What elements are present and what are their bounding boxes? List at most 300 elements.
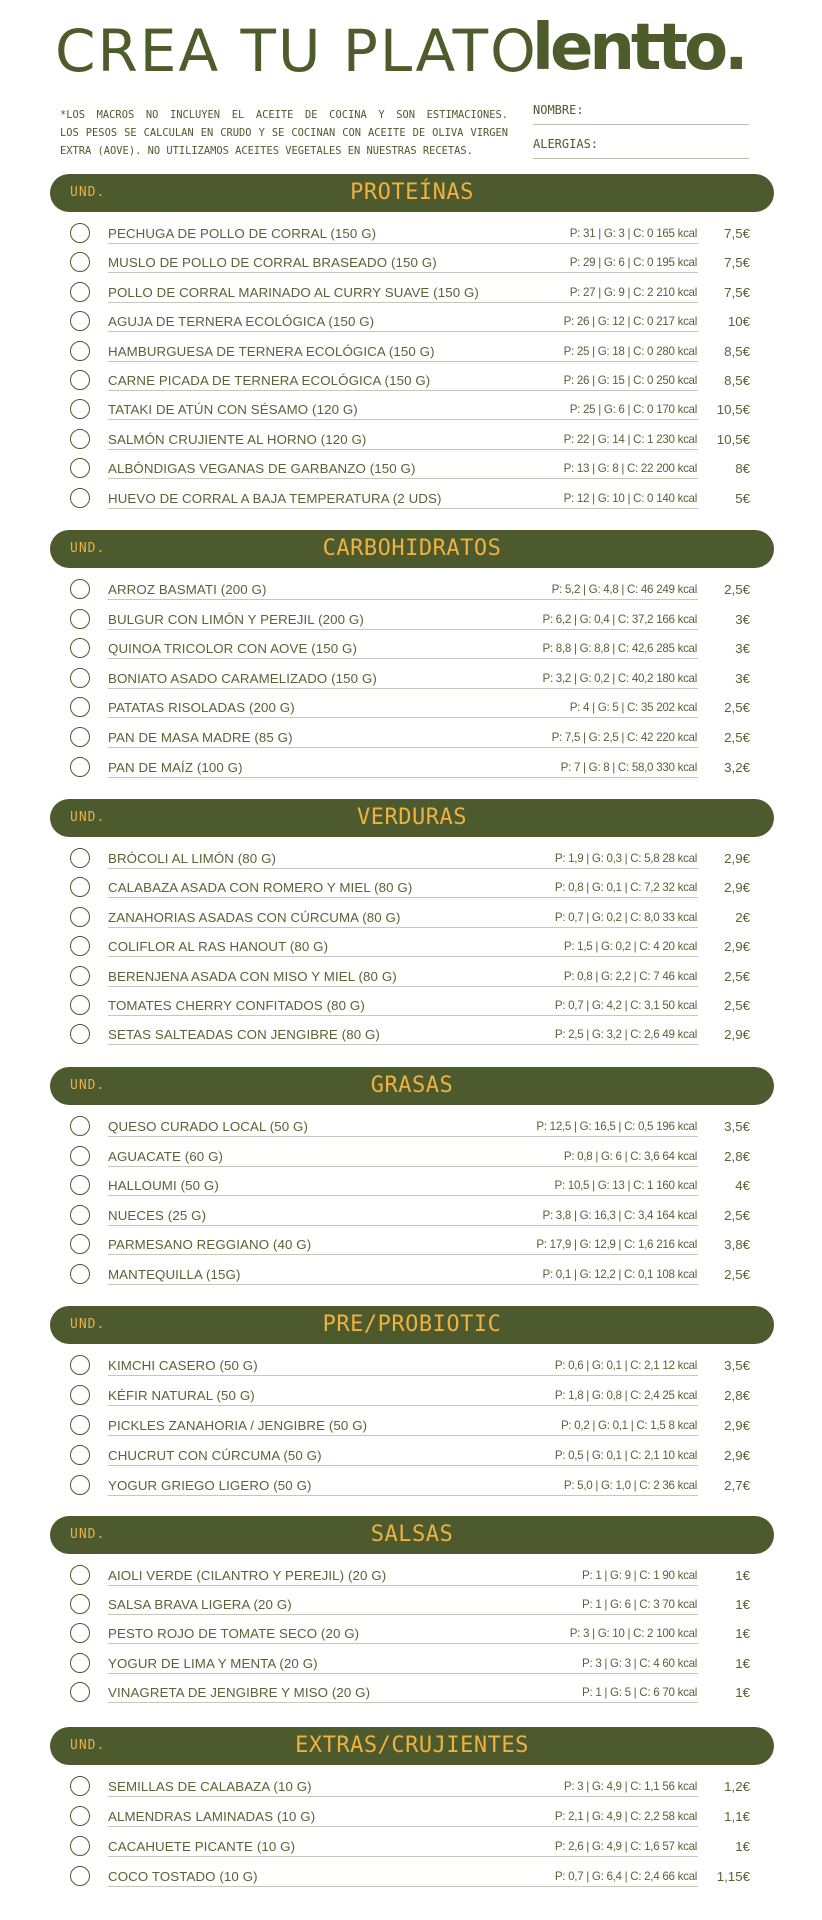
kcal-value: 330 kcal <box>656 760 697 774</box>
item-macros <box>564 970 697 983</box>
select-checkbox[interactable] <box>70 488 90 508</box>
menu-item <box>0 1444 822 1472</box>
item-macros <box>555 1179 697 1192</box>
row-divider <box>108 1405 698 1406</box>
macro-values: P: 10,5 | G: 13 | C: 1 <box>554 1179 654 1193</box>
item-macros <box>555 1810 697 1823</box>
item-macros <box>543 642 697 655</box>
macro-values: P: 29 | G: 6 | C: 0 <box>569 256 654 270</box>
menu-item <box>0 369 822 397</box>
row-divider <box>108 777 698 778</box>
macro-values: P: 1,5 | G: 0,2 | C: 4 <box>563 940 660 954</box>
item-price: 3,2€ <box>724 759 750 775</box>
menu-item <box>0 398 822 426</box>
macro-values: P: 3,8 | G: 16,3 | C: 3,4 <box>542 1208 654 1222</box>
row-divider <box>108 1044 698 1045</box>
macro-values: P: 0,7 | G: 0,2 | C: 8,0 <box>554 910 660 924</box>
row-divider <box>108 1886 698 1887</box>
section-title: VERDURAS <box>357 805 467 830</box>
menu-item <box>0 1474 822 1502</box>
select-checkbox[interactable] <box>70 1806 90 1826</box>
menu-item <box>0 1805 822 1833</box>
menu-item <box>0 847 822 875</box>
item-price: 7,5€ <box>724 226 750 241</box>
row-divider <box>108 478 698 479</box>
menu-item <box>0 1174 822 1202</box>
item-macros <box>555 1389 697 1402</box>
item-price: 2,8€ <box>724 1388 750 1403</box>
menu-item <box>0 696 822 724</box>
menu-item <box>0 876 822 904</box>
select-checkbox[interactable] <box>70 1475 90 1495</box>
select-checkbox[interactable] <box>70 638 90 658</box>
item-name: PATATAS RISOLADAS (200 G) <box>108 700 295 716</box>
select-checkbox[interactable] <box>70 311 90 331</box>
section-title: PRE/PROBIOTIC <box>322 1312 502 1337</box>
select-checkbox[interactable] <box>70 1776 90 1796</box>
item-name: HUEVO DE CORRAL A BAJA TEMPERATURA (2 UDS) <box>108 490 442 506</box>
kcal-value: 280 kcal <box>656 344 697 358</box>
macro-values: P: 2,6 | G: 4,9 | C: 1,6 <box>554 1840 660 1853</box>
kcal-value: 33 kcal <box>662 910 697 924</box>
item-price: 3,8€ <box>724 1237 750 1253</box>
menu-item <box>0 1023 822 1051</box>
menu-item <box>0 578 822 606</box>
row-divider <box>108 1254 698 1255</box>
row-divider <box>108 1225 698 1226</box>
kcal-value: 100 kcal <box>656 1627 697 1641</box>
macro-values: P: 0,1 | G: 12,2 | C: 0,1 <box>542 1268 654 1281</box>
kcal-value: 180 kcal <box>656 671 697 685</box>
kcal-value: 165 kcal <box>656 227 697 240</box>
select-checkbox[interactable] <box>70 1146 90 1166</box>
select-checkbox[interactable] <box>70 1565 90 1585</box>
item-price: 3€ <box>735 641 750 657</box>
select-checkbox[interactable] <box>70 579 90 599</box>
select-checkbox[interactable] <box>70 697 90 717</box>
kcal-value: 140 kcal <box>656 491 697 505</box>
item-price: 2,5€ <box>724 1267 750 1282</box>
allergies-label: ALERGIAS: <box>533 137 599 151</box>
menu-item <box>0 281 822 309</box>
item-price: 1,2€ <box>724 1779 750 1794</box>
macro-values: P: 0,6 | G: 0,1 | C: 2,1 <box>554 1359 660 1372</box>
macro-values: P: 12 | G: 10 | C: 0 <box>563 491 654 505</box>
select-checkbox[interactable] <box>70 1682 90 1702</box>
item-price: 3€ <box>735 670 750 686</box>
select-checkbox[interactable] <box>70 936 90 956</box>
section-title: CARBOHIDRATOS <box>322 536 502 561</box>
item-macros <box>552 583 697 596</box>
item-name: ARROZ BASMATI (200 G) <box>108 582 267 597</box>
section-title: EXTRAS/CRUJIENTES <box>295 1733 529 1758</box>
item-macros <box>552 731 697 744</box>
row-divider <box>108 243 698 244</box>
units-label: UND. <box>70 1317 106 1332</box>
row-divider <box>108 986 698 987</box>
kcal-value: 285 kcal <box>656 642 697 656</box>
item-price: 1€ <box>735 1655 750 1671</box>
item-price: 2,9€ <box>724 1448 750 1463</box>
row-divider <box>108 1166 698 1167</box>
select-checkbox[interactable] <box>70 609 90 629</box>
section-header <box>50 1727 774 1765</box>
macro-values: P: 6,2 | G: 0,4 | C: 37,2 <box>542 612 654 626</box>
item-macros <box>555 911 697 924</box>
row-divider <box>108 1796 698 1797</box>
menu-item <box>0 1564 822 1592</box>
item-macros <box>564 433 697 446</box>
row-divider <box>108 1195 698 1196</box>
item-name: QUINOA TRICOLOR CON AOVE (150 G) <box>108 641 358 657</box>
select-checkbox[interactable] <box>70 727 90 747</box>
allergies-field[interactable] <box>533 134 749 159</box>
item-macros <box>555 1840 697 1853</box>
units-label: UND. <box>70 810 106 825</box>
row-divider <box>108 1702 698 1703</box>
item-macros <box>582 1657 697 1670</box>
item-name: ZANAHORIAS ASADAS CON CÚRCUMA (80 G) <box>108 909 401 925</box>
item-name: PICKLES ZANAHORIA / JENGIBRE (50 G) <box>108 1418 368 1433</box>
item-price: 2,9€ <box>724 1418 750 1433</box>
item-price: 4€ <box>735 1178 750 1194</box>
macro-values: P: 3 | G: 10 | C: 2 <box>569 1627 654 1641</box>
section-header <box>50 799 774 837</box>
units-label: UND. <box>70 1738 106 1753</box>
kcal-value: 36 kcal <box>662 1479 697 1492</box>
menu-item <box>0 1115 822 1143</box>
item-name: SEMILLAS DE CALABAZA (10 G) <box>108 1779 312 1794</box>
row-divider <box>108 897 698 898</box>
select-checkbox[interactable] <box>70 966 90 986</box>
menu-item <box>0 726 822 754</box>
name-label: NOMBRE: <box>533 103 584 117</box>
item-name: COLIFLOR AL RAS HANOUT (80 G) <box>108 939 329 955</box>
row-divider <box>108 747 698 748</box>
kcal-value: 164 kcal <box>656 1208 697 1222</box>
item-macros <box>564 462 697 475</box>
item-price: 7,5€ <box>724 255 750 271</box>
item-macros <box>570 701 697 714</box>
select-checkbox[interactable] <box>70 1445 90 1465</box>
macro-values: P: 2,5 | G: 3,2 | C: 2,6 <box>554 1028 660 1042</box>
row-divider <box>108 1375 698 1376</box>
kcal-value: 28 kcal <box>662 852 697 865</box>
item-price: 10,5€ <box>716 431 750 447</box>
macro-values: P: 1 | G: 5 | C: 6 <box>582 1685 660 1699</box>
item-macros <box>564 315 697 328</box>
menu-item <box>0 1622 822 1650</box>
units-label: UND. <box>70 185 106 200</box>
page-title: CREA TU PLATO <box>55 17 538 85</box>
item-macros <box>543 1268 697 1281</box>
item-price: 1,1€ <box>724 1809 750 1824</box>
row-divider <box>108 361 698 362</box>
item-price: 2,7€ <box>724 1478 750 1493</box>
macro-values: P: 12,5 | G: 16,5 | C: 0,5 <box>536 1120 654 1133</box>
select-checkbox[interactable] <box>70 995 90 1015</box>
item-name: SALSA BRAVA LIGERA (20 G) <box>108 1597 292 1613</box>
kcal-value: 10 kcal <box>662 1449 697 1462</box>
select-checkbox[interactable] <box>70 668 90 688</box>
kcal-value: 196 kcal <box>656 1120 697 1133</box>
select-checkbox[interactable] <box>70 1594 90 1614</box>
item-price: 2,5€ <box>724 730 750 745</box>
select-checkbox[interactable] <box>70 1836 90 1856</box>
row-divider <box>108 1614 698 1615</box>
item-price: 2,9€ <box>724 880 750 896</box>
macro-values: P: 3,2 | G: 0,2 | C: 40,2 <box>542 671 654 685</box>
select-checkbox[interactable] <box>70 1264 90 1284</box>
item-price: 7,5€ <box>724 284 750 300</box>
kcal-value: 90 kcal <box>662 1569 697 1582</box>
item-macros <box>555 881 697 894</box>
kcal-value: 195 kcal <box>656 256 697 270</box>
row-divider <box>108 390 698 391</box>
macro-values: P: 25 | G: 18 | C: 0 <box>563 344 654 358</box>
kcal-value: 160 kcal <box>656 1179 697 1193</box>
menu-item <box>0 310 822 338</box>
item-name: QUESO CURADO LOCAL (50 G) <box>108 1119 309 1134</box>
item-macros <box>564 374 697 387</box>
item-name: SALMÓN CRUJIENTE AL HORNO (120 G) <box>108 431 367 447</box>
item-name: CARNE PICADA DE TERNERA ECOLÓGICA (150 G) <box>108 373 431 388</box>
macro-values: P: 2,1 | G: 4,9 | C: 2,2 <box>554 1810 660 1823</box>
macro-values: P: 4 | G: 5 | C: 35 <box>569 701 654 715</box>
units-label: UND. <box>70 541 106 556</box>
row-divider <box>108 1643 698 1644</box>
select-checkbox[interactable] <box>70 1175 90 1195</box>
select-checkbox[interactable] <box>70 341 90 361</box>
item-price: 10€ <box>727 314 750 330</box>
disclaimer-line: LOS PESOS SE CALCULAN EN CRUDO Y SE COCINAN CON ACEITE DE OLIVA VIRGEN <box>60 127 508 139</box>
kcal-value: 230 kcal <box>656 432 697 446</box>
row-divider <box>108 331 698 332</box>
item-name: KIMCHI CASERO (50 G) <box>108 1358 258 1373</box>
row-divider <box>108 1465 698 1466</box>
disclaimer-line: *LOS MACROS NO INCLUYEN EL ACEITE DE COCINA Y SON ESTIMACIONES. <box>60 109 508 121</box>
kcal-value: 202 kcal <box>656 701 697 715</box>
item-name: MUSLO DE POLLO DE CORRAL BRASEADO (150 G) <box>108 255 437 271</box>
menu-item <box>0 965 822 993</box>
select-checkbox[interactable] <box>70 1024 90 1044</box>
item-macros <box>582 1598 697 1611</box>
menu-item <box>0 1354 822 1382</box>
item-name: VINAGRETA DE JENGIBRE Y MISO (20 G) <box>108 1684 371 1700</box>
macro-values: P: 0,8 | G: 6 | C: 3,6 <box>563 1149 660 1163</box>
macro-values: P: 1 | G: 6 | C: 3 <box>582 1598 660 1612</box>
menu-item <box>0 1263 822 1291</box>
units-label: UND. <box>70 1527 106 1542</box>
item-macros <box>555 1028 697 1041</box>
item-macros <box>555 1870 697 1883</box>
menu-item <box>0 994 822 1022</box>
select-checkbox[interactable] <box>70 399 90 419</box>
kcal-value: 70 kcal <box>662 1598 697 1612</box>
item-macros <box>582 1686 697 1699</box>
select-checkbox[interactable] <box>70 1623 90 1643</box>
kcal-value: 200 kcal <box>656 462 697 476</box>
item-price: 1€ <box>735 1597 750 1613</box>
section-header <box>50 1516 774 1554</box>
item-name: TOMATES CHERRY CONFITADOS (80 G) <box>108 998 365 1013</box>
menu-item <box>0 1835 822 1863</box>
select-checkbox[interactable] <box>70 1653 90 1673</box>
row-divider <box>108 1136 698 1137</box>
section-header <box>50 1306 774 1344</box>
select-checkbox[interactable] <box>70 1415 90 1435</box>
row-divider <box>108 508 698 509</box>
item-macros <box>570 286 697 299</box>
row-divider <box>108 272 698 273</box>
kcal-value: 216 kcal <box>656 1238 697 1252</box>
item-name: AGUACATE (60 G) <box>108 1148 224 1164</box>
item-price: 8€ <box>735 461 750 477</box>
row-divider <box>108 1585 698 1586</box>
item-macros <box>564 1479 697 1492</box>
row-divider <box>108 1284 698 1285</box>
select-checkbox[interactable] <box>70 757 90 777</box>
kcal-value: 46 kcal <box>662 969 697 983</box>
item-macros <box>570 1627 697 1640</box>
item-macros <box>561 761 697 774</box>
row-divider <box>108 629 698 630</box>
macro-values: P: 0,5 | G: 0,1 | C: 2,1 <box>554 1449 660 1462</box>
item-macros <box>564 345 697 358</box>
item-price: 3,5€ <box>724 1358 750 1373</box>
item-name: CHUCRUT CON CÚRCUMA (50 G) <box>108 1448 322 1463</box>
kcal-value: 108 kcal <box>656 1268 697 1281</box>
item-price: 3€ <box>735 611 750 627</box>
item-name: ALMENDRAS LAMINADAS (10 G) <box>108 1809 316 1824</box>
row-divider <box>108 1856 698 1857</box>
macro-values: P: 3 | G: 3 | C: 4 <box>582 1656 660 1670</box>
row-divider <box>108 302 698 303</box>
item-macros <box>543 1209 697 1222</box>
disclaimer-line: EXTRA (AOVE). NO UTILIZAMOS ACEITES VEGETALES EN NUESTRAS RECETAS. <box>60 145 473 157</box>
item-name: YOGUR GRIEGO LIGERO (50 G) <box>108 1478 312 1493</box>
macro-values: P: 7,5 | G: 2,5 | C: 42 <box>551 731 654 744</box>
macro-values: P: 26 | G: 12 | C: 0 <box>563 315 654 329</box>
row-divider <box>108 927 698 928</box>
item-name: AIOLI VERDE (CILANTRO Y PEREJIL) (20 G) <box>108 1568 387 1583</box>
row-divider <box>108 688 698 689</box>
menu-item <box>0 637 822 665</box>
macro-values: P: 27 | G: 9 | C: 2 <box>569 285 654 299</box>
select-checkbox[interactable] <box>70 1385 90 1405</box>
macro-values: P: 1 | G: 9 | C: 1 <box>582 1569 660 1582</box>
row-divider <box>108 599 698 600</box>
item-price: 8,5€ <box>724 373 750 388</box>
menu-item <box>0 487 822 515</box>
menu-item <box>0 1865 822 1893</box>
select-checkbox[interactable] <box>70 877 90 897</box>
units-label: UND. <box>70 1078 106 1093</box>
item-macros <box>564 492 697 505</box>
item-name: CALABAZA ASADA CON ROMERO Y MIEL (80 G) <box>108 880 413 896</box>
item-name: POLLO DE CORRAL MARINADO AL CURRY SUAVE (150 G) <box>108 284 479 300</box>
row-divider <box>108 1673 698 1674</box>
item-name: CACAHUETE PICANTE (10 G) <box>108 1839 296 1854</box>
row-divider <box>108 717 698 718</box>
select-checkbox[interactable] <box>70 429 90 449</box>
macro-values: P: 17,9 | G: 12,9 | C: 1,6 <box>536 1238 654 1252</box>
menu-item <box>0 340 822 368</box>
item-price: 5€ <box>735 490 750 506</box>
macro-values: P: 26 | G: 15 | C: 0 <box>563 374 654 387</box>
section-header <box>50 174 774 212</box>
kcal-value: 250 kcal <box>656 374 697 387</box>
kcal-value: 32 kcal <box>662 881 697 895</box>
item-price: 1€ <box>735 1626 750 1642</box>
kcal-value: 70 kcal <box>662 1685 697 1699</box>
item-macros <box>564 1150 697 1163</box>
item-name: ALBÓNDIGAS VEGANAS DE GARBANZO (150 G) <box>108 461 416 477</box>
section-title: PROTEÍNAS <box>350 180 474 205</box>
select-checkbox[interactable] <box>70 223 90 243</box>
select-checkbox[interactable] <box>70 1205 90 1225</box>
row-divider <box>108 1826 698 1827</box>
kcal-value: 12 kcal <box>662 1359 697 1372</box>
item-name: COCO TOSTADO (10 G) <box>108 1869 258 1884</box>
select-checkbox[interactable] <box>70 282 90 302</box>
select-checkbox[interactable] <box>70 848 90 868</box>
item-price: 3,5€ <box>724 1119 750 1134</box>
item-name: NUECES (25 G) <box>108 1207 207 1223</box>
item-price: 2,9€ <box>724 851 750 866</box>
select-checkbox[interactable] <box>70 458 90 478</box>
section-title: GRASAS <box>370 1073 454 1098</box>
menu-item <box>0 1593 822 1621</box>
item-price: 1€ <box>735 1839 750 1854</box>
select-checkbox[interactable] <box>70 1234 90 1254</box>
menu-item <box>0 608 822 636</box>
macro-values: P: 0,7 | G: 6,4 | C: 2,4 <box>554 1870 660 1883</box>
kcal-value: 166 kcal <box>656 612 697 626</box>
select-checkbox[interactable] <box>70 1355 90 1375</box>
item-name: PECHUGA DE POLLO DE CORRAL (150 G) <box>108 226 377 241</box>
menu-item <box>0 1233 822 1261</box>
select-checkbox[interactable] <box>70 1116 90 1136</box>
select-checkbox[interactable] <box>70 370 90 390</box>
item-name: BONIATO ASADO CARAMELIZADO (150 G) <box>108 670 377 686</box>
item-name: HALLOUMI (50 G) <box>108 1178 219 1194</box>
kcal-value: 64 kcal <box>662 1149 697 1163</box>
select-checkbox[interactable] <box>70 1866 90 1886</box>
item-macros <box>555 852 697 865</box>
item-name: HAMBURGUESA DE TERNERA ECOLÓGICA (150 G) <box>108 343 435 359</box>
kcal-value: 170 kcal <box>656 403 697 417</box>
section-title: SALSAS <box>370 1522 454 1547</box>
kcal-value: 217 kcal <box>656 315 697 329</box>
section-header <box>50 530 774 568</box>
brand-logo: lentto. <box>532 11 745 85</box>
select-checkbox[interactable] <box>70 252 90 272</box>
menu-item <box>0 1414 822 1442</box>
menu-item <box>0 1775 822 1803</box>
menu-item <box>0 1681 822 1709</box>
item-price: 2,5€ <box>724 1207 750 1223</box>
macro-values: P: 31 | G: 3 | C: 0 <box>569 227 654 240</box>
kcal-value: 57 kcal <box>662 1840 697 1853</box>
select-checkbox[interactable] <box>70 907 90 927</box>
item-name: BULGUR CON LIMÓN Y PEREJIL (200 G) <box>108 611 364 627</box>
macro-values: P: 3 | G: 4,9 | C: 1,1 <box>563 1780 660 1793</box>
row-divider <box>108 419 698 420</box>
item-price: 1,15€ <box>716 1869 750 1884</box>
item-name: PAN DE MAÍZ (100 G) <box>108 759 243 775</box>
name-field[interactable] <box>533 100 749 125</box>
